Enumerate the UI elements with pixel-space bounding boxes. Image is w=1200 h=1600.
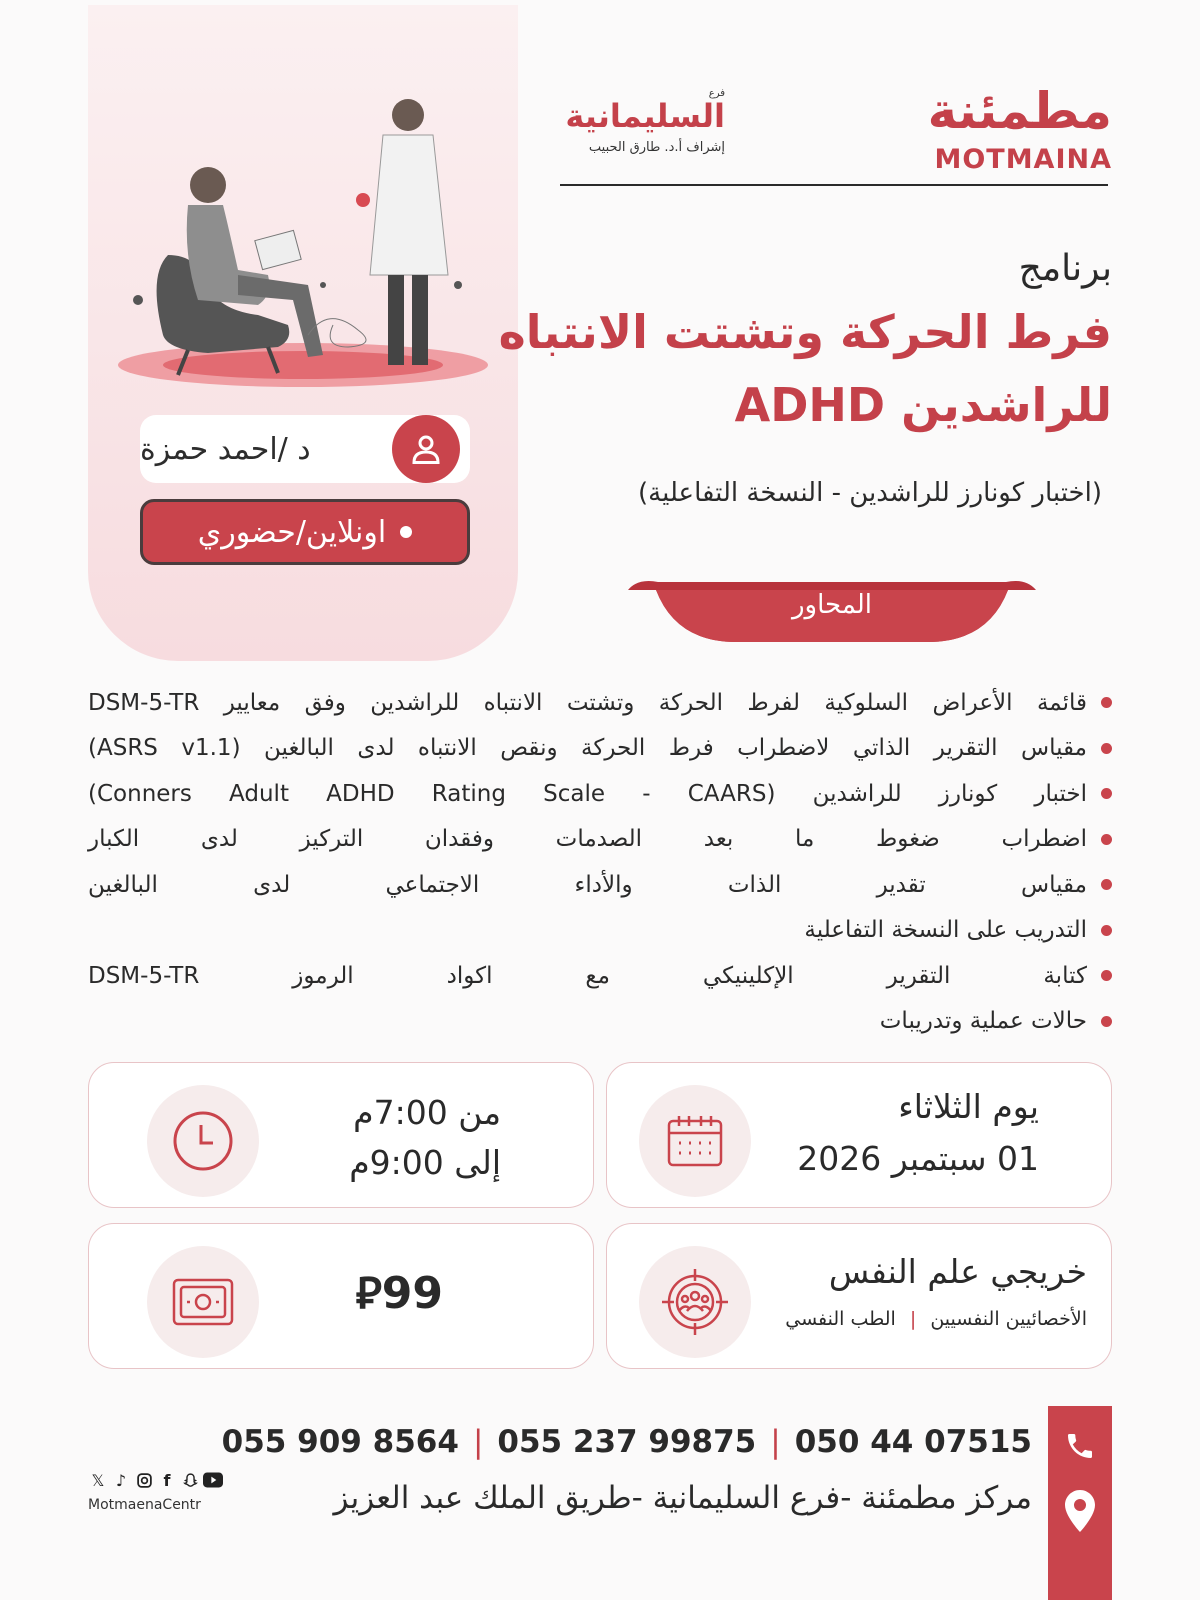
youtube-icon[interactable] (203, 1470, 223, 1490)
audience-sub2: الطب النفسي (785, 1308, 896, 1330)
branch-logo (565, 88, 725, 155)
price-card (88, 1223, 594, 1369)
address-text: مركز مطمئنة -فرع السليمانية -طريق الملك عبد العزيز (333, 1480, 1032, 1516)
time-to: إلى 9:00م (349, 1143, 501, 1182)
currency-symbol: ⃁ (355, 1268, 382, 1319)
attendance-mode-label: اونلاين/حضوري (197, 514, 387, 550)
social-handle: MotmaenaCentr (88, 1497, 201, 1513)
presenter-name: د /احمد حمزة (140, 415, 470, 483)
consultation-illustration (108, 85, 498, 405)
branch-label: فرع (708, 88, 725, 99)
attendance-mode-button[interactable] (140, 499, 470, 565)
tiktok-icon[interactable]: ♪ (115, 1470, 127, 1490)
audience-sub1: الأخصائيين النفسيين (930, 1308, 1087, 1330)
instagram-icon[interactable] (134, 1470, 154, 1490)
phone-separator: | (770, 1424, 781, 1460)
facebook-icon[interactable]: f (163, 1470, 171, 1490)
program-title-line1: فرط الحركة وتشتت الانتباه (498, 305, 1112, 359)
list-item: التدريب على النسخة التفاعلية (88, 908, 1112, 954)
price-amount: 99 (381, 1268, 443, 1319)
audience-title: خريجي علم النفس (828, 1252, 1087, 1291)
program-subtitle: (اختبار كونارز للراشدين - النسخة التفاعلية) (638, 478, 1102, 508)
audience-card (606, 1223, 1112, 1369)
money-icon (147, 1246, 259, 1358)
program-label: برنامج (1018, 248, 1112, 289)
time-from: من 7:00م (353, 1093, 501, 1132)
phone-separator: | (472, 1424, 484, 1460)
snapchat-icon[interactable] (180, 1470, 200, 1490)
logo-name-ar: مطمئنة (927, 82, 1112, 140)
phone-number[interactable]: 055 237 99875 (497, 1424, 757, 1460)
list-item: مقياس تقدير الذات والأداء الاجتماعي لدى البالغين (88, 862, 1112, 908)
phone-number[interactable]: 055 909 8564 (221, 1424, 459, 1460)
topics-list (88, 680, 1112, 1044)
logo-name-en: MOTMAINA (934, 144, 1112, 175)
motmaina-logo (927, 82, 1112, 175)
event-day: يوم الثلاثاء (898, 1087, 1039, 1126)
header-divider (560, 184, 1108, 186)
price-display (356, 1264, 443, 1321)
target-group-icon (639, 1246, 751, 1358)
topics-heading: المحاور (792, 590, 872, 620)
supervision-text: إشراف أ.د. طارق الحبيب (588, 140, 725, 156)
social-icons (88, 1470, 223, 1490)
date-card (606, 1062, 1112, 1208)
list-item: اختبار كونارز للراشدين (Conners Adult ADHD Rating Scale - CAARS) (88, 771, 1112, 817)
contact-sidebar (1048, 1406, 1112, 1600)
phone-number[interactable]: 050 44 07515 (794, 1424, 1032, 1460)
phone-numbers (222, 1424, 1032, 1460)
list-item: حالات عملية وتدريبات (88, 999, 1112, 1045)
hero-card (88, 5, 518, 661)
event-date: 01 سبتمبر 2026 (797, 1139, 1039, 1178)
list-item: قائمة الأعراض السلوكية لفرط الحركة وتشتت الانتباه للراشدين وفق معايير DSM-5-TR (88, 680, 1112, 726)
program-title-line2: للراشدين ADHD (734, 378, 1112, 432)
list-item: مقياس التقرير الذاتي لاضطراب فرط الحركة ونقص الانتباه لدى البالغين (ASRS v1.1) (88, 726, 1112, 772)
clock-icon (147, 1085, 259, 1197)
list-item: كتابة التقرير الإكلينيكي مع اكواد الرموز DSM-5-TR (88, 953, 1112, 999)
user-icon (392, 415, 460, 483)
list-item: اضطراب ضغوط ما بعد الصدمات وفقدان التركيز لدى الكبار (88, 817, 1112, 863)
audience-subtitles (785, 1308, 1087, 1330)
bullet-dot (400, 526, 412, 538)
branch-name: السليمانية (565, 97, 725, 135)
calendar-icon (639, 1085, 751, 1197)
location-pin-icon (1062, 1490, 1098, 1536)
audience-separator: | (909, 1308, 917, 1330)
phone-icon (1064, 1430, 1096, 1466)
time-card (88, 1062, 594, 1208)
x-icon[interactable]: 𝕏 (91, 1470, 105, 1490)
